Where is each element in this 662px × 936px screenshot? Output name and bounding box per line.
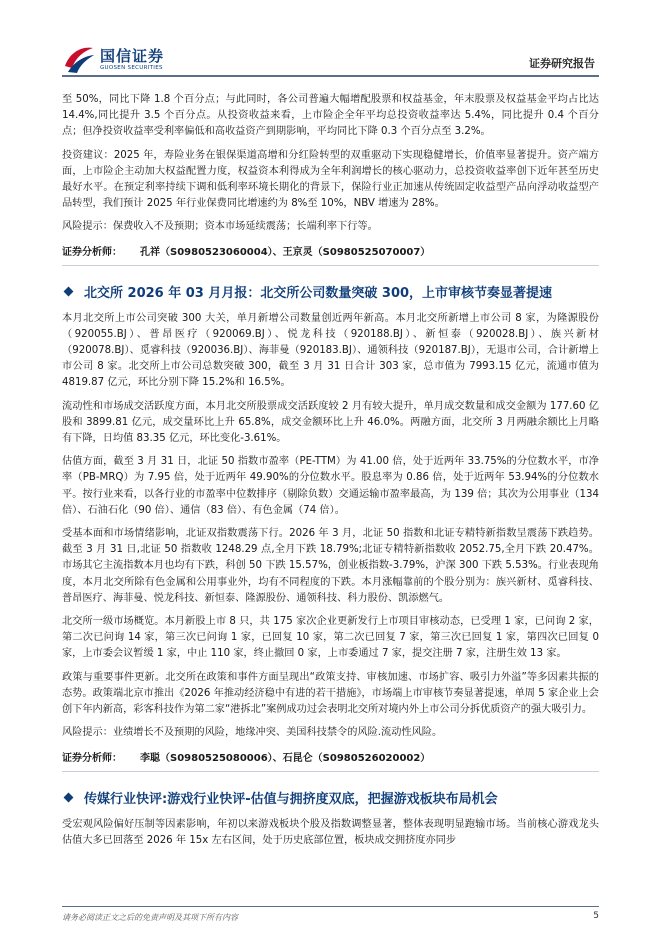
footer-divider	[62, 906, 599, 907]
section-title-text: 传媒行业快评:游戏行业快评-估值与拥挤度双底，把握游戏板块布局机会	[84, 791, 498, 807]
insurance-section-continued	[62, 92, 599, 266]
risk-warning: 风险提示：保费收入不及预期；资本市场延续震荡；长端利率下行等。	[62, 221, 378, 233]
logo-english-name: GUOSEN SECURITIES	[100, 65, 163, 71]
section-title	[62, 282, 599, 301]
analyst-label: 证券分析师：	[62, 752, 122, 764]
diamond-bullet-icon	[64, 286, 74, 296]
media-gaming-section	[62, 788, 599, 849]
section-title-text: 北交所 2026 年 03 月月报：北交所公司数量突破 300，上市审核节奏显著提速	[84, 285, 553, 301]
body-paragraph: 受基本面和市场情绪影响，北证双指数震荡下行。2026 年 3 月，北证 50 指数和北证专精特新指数呈震荡下跌趋势。截至 3 月 31 日,北证 50 指数收 1248.29 点,全月下跌 18.79%;北证专精特新指数收 2052.75,全月下跌 20.47%。市场其它主流指数本月也均有下跌，科创 50 下跌 15.57%，创业板指数-3.79%，沪深 300 下跌 5.53%。行业表现角度，本月北交所除有色金属和公用事业外，均有不同程度的下跌。本月涨幅靠前的个股分别为：族兴新材、觅睿科技、普昂医疗、海菲曼、悦龙科技、新恒泰、隆源股份、通领科技、科力股份、凯添燃气。	[62, 528, 599, 604]
company-logo	[62, 42, 192, 76]
report-type-label: 证券研究报告	[529, 57, 595, 70]
analyst-line	[62, 243, 599, 258]
body-paragraph: 至 50%，同比下降 1.8 个百分点；与此同时，各公司普遍大幅增配股票和权益基金，年末股票及权益基金平均占比达 14.4%,同比提升 3.5 个百分点。从投资收益来看，上市险企全年平均总投资收益率达 5.4%，同比提升 0.4 个百分点；但净投资收益率受利率偏低和高收益资产到期影响，平均同比下降 0.3 个百分点至 3.2%。	[62, 94, 599, 138]
section-title	[62, 788, 599, 807]
section-divider	[62, 771, 599, 772]
report-body	[62, 92, 599, 856]
body-paragraph: 流动性和市场成交活跃度方面，本月北交所股票成交活跃度较 2 月有较大提升，单月成交数量和成交金额为 177.60 亿股和 3899.81 亿元，成交量环比上升 65.8%，成交金额环比上升 46.0%。两融方面，北交所 3 月两融余额比上月略有下降，日均值 83.35 亿元，环比变化-3.61%。	[62, 400, 599, 445]
page-footer	[62, 906, 599, 922]
body-paragraph: 估值方面，截至 3 月 31 日，北证 50 指数市盈率（PE-TTM）为 41.00 倍，处于近两年 33.75%的分位数水平，市净率（PB-MRQ）为 7.95 倍，处于近两年 49.90%的分位数水平。股息率为 0.86 倍，处于近两年 53.94%的分位数水平。按行业来看，以各行业的市盈率中位数排序（剔除负数）交通运输市盈率最高，为 139 倍；其次为公用事业（134 倍）、石油石化（90 倍）、通信（83 倍）、有色金属（74 倍）。	[62, 456, 599, 516]
header-divider	[62, 75, 599, 77]
disclaimer-text: 请务必阅读正文之后的免责声明及其项下所有内容	[62, 913, 238, 922]
section-divider	[62, 265, 599, 266]
page-number: 5	[593, 911, 599, 921]
page-header	[0, 0, 662, 80]
analyst-names: 李聪（S0980525080006）、石昆仑（S0980526020002）	[140, 752, 431, 764]
risk-warning: 风险提示：业绩增长不及预期的风险，地缘冲突、美国科技禁令的风险.流动性风险。	[62, 727, 443, 739]
guosen-logo-icon	[62, 42, 96, 76]
body-paragraph: 投资建议：2025 年，寿险业务在银保渠道高增和分红险转型的双重驱动下实现稳健增长，价值率显著提升。资产端方面，上市险企主动加大权益配置力度，权益资本利得成为全年利润增长的核心驱动力，总投资收益率创下近年甚至历史最好水平。在预定利率持续下调和低利率环境长期化的背景下，保险行业正加速从传统固定收益型产品向浮动收益型产品转型，我们预计 2025 年行业保费同比增速约为 8%至 10%，NBV 增速为 28%。	[62, 149, 599, 210]
body-paragraph: 本月北交所上市公司突破 300 大关，单月新增公司数量创近两年新高。本月北交所新增上市公司 8 家，为隆源股份（920055.BJ）、普昂医疗（920069.BJ）、悦龙科技（920188.BJ）、新恒泰（920028.BJ）、族兴新材（920078.BJ）、觅睿科技（920036.BJ）、海菲曼（920183.BJ）、通领科技（920187.BJ），无退市公司，合计新增上市公司 8 家。北交所上市公司总数突破 300，截至 3 月 31 日合计 303 家，总市值为 7993.15 亿元，流通市值为 4819.87 亿元，环比分别下降 15.2%和 16.5%。	[62, 312, 599, 389]
body-paragraph: 受宏观风险偏好压制等因素影响，年初以来游戏板块个股及指数调整显著，整体表现明显跑输市场。当前核心游戏龙头估值大多已回落至 2026 年 15x 左右区间，处于历史底部位置，板块成交拥挤度亦同步	[62, 818, 599, 846]
diamond-bullet-icon	[64, 792, 74, 802]
analyst-line	[62, 749, 599, 764]
analyst-names: 孔祥（S0980523060004）、王京灵（S0980525070007）	[140, 246, 431, 258]
body-paragraph: 政策与重要事件更新。北交所在政策和事件方面呈现出“政策支持、审核加速、市场扩容、吸引力外溢”等多因素共振的态势。政策端北京市推出《2026 年推动经济稳中有进的若干措施》，市场端上市审核节奏显著提速，单周 5 家企业上会创下年内新高，彩客科技作为第二家“港拆北”案例成功过会表明北交所对境内外上市公司分拆优质资产的强大吸引力。	[62, 671, 599, 716]
body-paragraph: 北交所一级市场概览。本月新股上市 8 只，共 175 家次企业更新发行上市项目审核动态，已受理 1 家，已问询 2 家，第二次已问询 14 家，第三次已问询 1 家，已回复 10 家，第二次已回复 7 家，第三次已回复 1 家，第四次已回复 0 家，上市委会议暂缓 1 家，中止 110 家，终止撤回 0 家，上市委通过 7 家，提交注册 7 家，注册生效 13 家。	[62, 616, 599, 660]
analyst-label: 证券分析师：	[62, 246, 122, 258]
bse-monthly-section	[62, 282, 599, 772]
logo-chinese-name: 国信证券	[100, 47, 165, 65]
